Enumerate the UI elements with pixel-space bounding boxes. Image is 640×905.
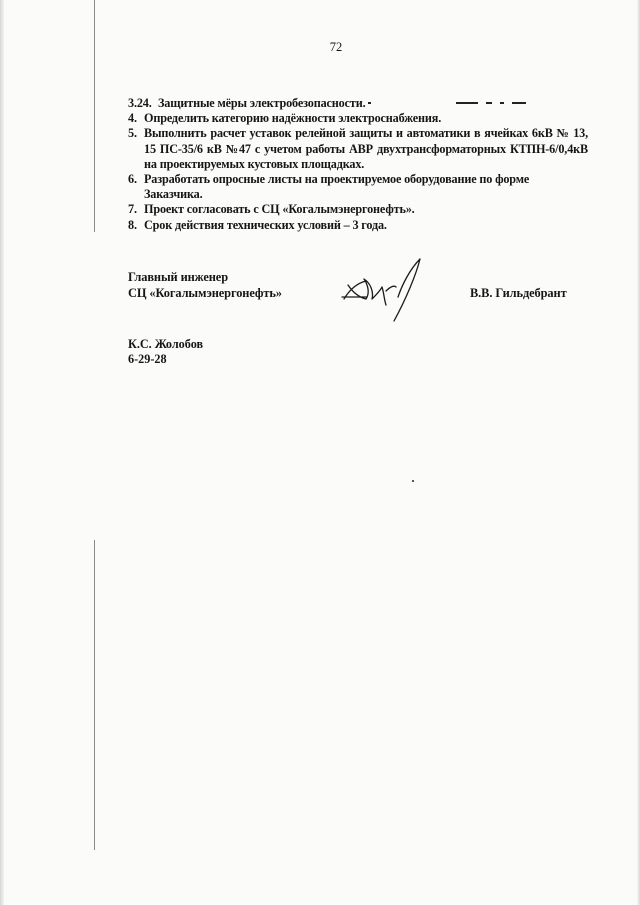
signer-name: В.В. Гильдебрант	[470, 286, 567, 300]
item-number: 8.	[128, 217, 137, 232]
scan-margin-line-top	[94, 0, 95, 232]
scan-margin-line-bottom	[94, 540, 95, 850]
list-item	[128, 126, 588, 172]
scan-artifact	[500, 102, 504, 104]
list-item	[128, 111, 588, 126]
item-text: Проект согласовать с СЦ «Когалымэнергонефть».	[144, 202, 415, 217]
position-title: Главный инженер	[128, 270, 229, 284]
item-text: Защитные мёры электробезопасности.	[158, 96, 366, 110]
scan-artifact	[368, 102, 371, 104]
author-name: К.С. Жолобов	[128, 337, 204, 351]
scan-artifact	[512, 102, 526, 104]
item-number: 5.	[128, 126, 137, 141]
list-item	[128, 172, 588, 202]
list-item	[128, 218, 588, 233]
scan-artifact	[456, 102, 478, 104]
organization-name: СЦ «Когалымэнергонефть»	[128, 286, 282, 300]
scan-artifact	[412, 480, 414, 482]
item-number: 3.24.	[128, 96, 152, 110]
handwritten-signature	[336, 255, 426, 327]
item-text: Определить категорию надёжности электроснабжения.	[144, 111, 442, 126]
item-text: Срок действия технических условий – 3 года.	[144, 217, 387, 232]
scan-artifact	[486, 102, 492, 104]
requirements-list	[128, 96, 588, 233]
list-item	[128, 202, 588, 217]
page-number: 72	[329, 40, 343, 54]
author-phone: 6-29-28	[128, 352, 167, 366]
signatory-position	[128, 269, 282, 301]
item-number: 6.	[128, 172, 137, 187]
item-text: Выполнить расчет уставок релейной защиты и автоматики в ячейках 6кВ № 13, 15 ПС-35/6 кВ №47 с учетом работы АВР двухтрансформаторных КТПН-6/0,4кВ на проектируемых кустовых площадках.	[144, 126, 588, 171]
item-number: 7.	[128, 202, 137, 217]
author-block	[128, 337, 203, 367]
item-text: Разработать опросные листы на проектируемое оборудование по форме Заказчика.	[144, 172, 530, 202]
scan-edge-left	[0, 0, 4, 905]
item-number: 4.	[128, 111, 137, 126]
